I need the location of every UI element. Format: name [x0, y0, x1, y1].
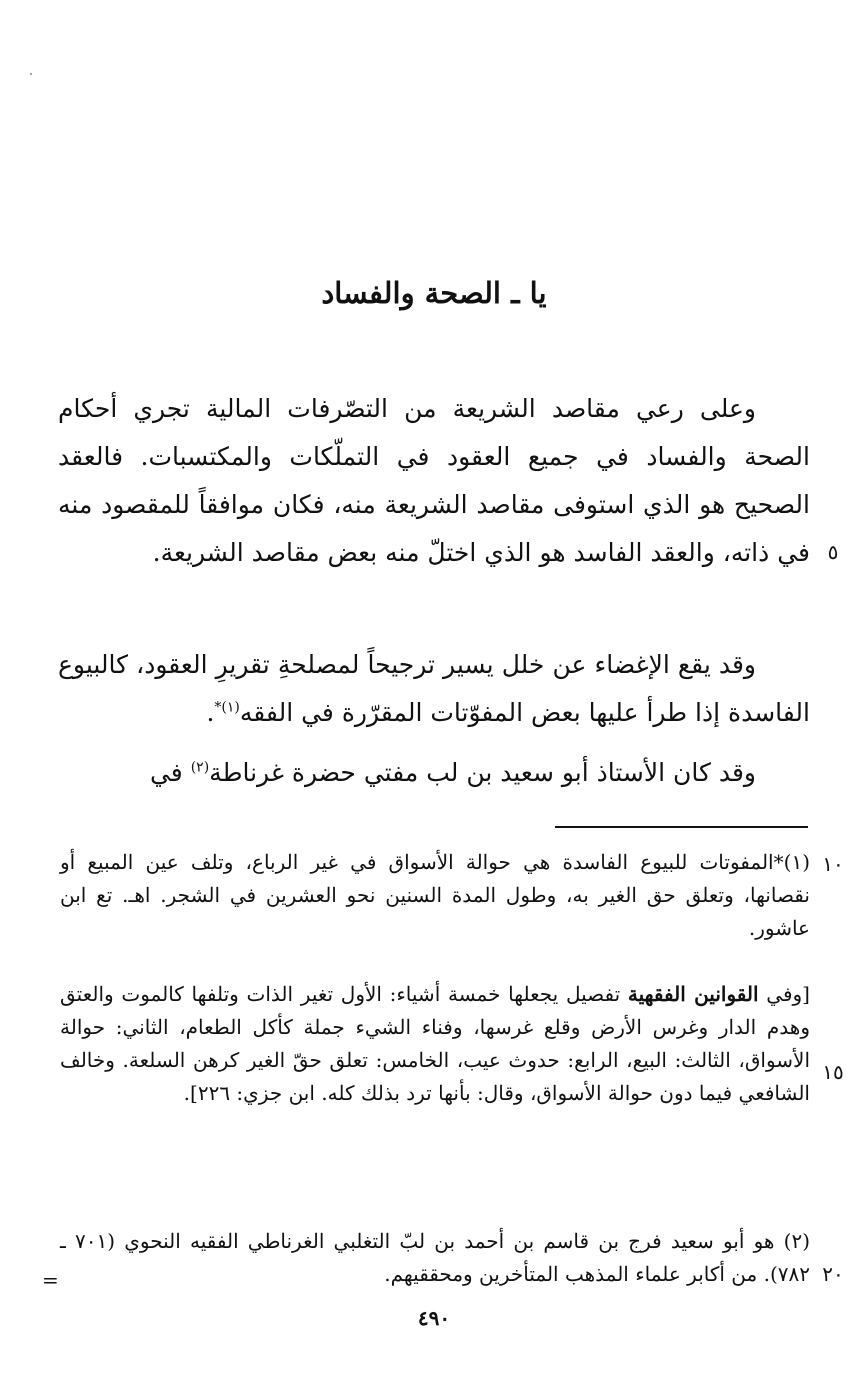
line-marker-20: ٢٠ [822, 1262, 844, 1286]
footnote-2-text: هو أبو سعيد فرج بن قاسم بن أحمد بن لبّ التغلبي الغرناطي الفقيه النحوي (٧٠١ ـ ٧٨٢). من أكابر علماء المذهب المتأخرين ومحققيهم. [60, 1229, 810, 1286]
footnote-2-label: (٢) [783, 1229, 810, 1253]
line-marker-15: ١٥ [822, 1060, 844, 1084]
footnote-ref-1[interactable]: (١)* [214, 699, 240, 716]
page-number: ٤٩٠ [417, 1306, 451, 1330]
footnote-1-extension: [وفي القوانين الفقهية تفصيل يجعلها خمسة أشياء: الأول تغير الذات وتلفها كالموت والعتق وهدم الدار وغرس الأرض وقلع غرسها، وفناء الشيء جملة كأكل الطعام، الثاني: حوالة الأسواق، الثالث: البيع، الرابع: حدوث عيب، الخامس: تعلق حقّ الغير كرهن السلعة. وخالف الشافعي فيما دون حوالة الأسواق، وقال: بأنها ترد بذلك كله. ابن جزي: ٢٢٦]. [60, 982, 810, 1105]
paragraph-3: وقد كان الأستاذ أبو سعيد بن لب مفتي حضرة غرناطة$^{(٢)}$ في [149, 758, 756, 787]
footnote-1 [60, 846, 810, 945]
line-marker-5: ٥ [827, 540, 839, 564]
paragraph-1 [58, 385, 810, 577]
paragraph-2: وقد يقع الإغضاء عن خلل يسير ترجيحاً لمصلحةِ تقريرِ العقود، كالبيوع الفاسدة إذا طرأ عليها بعض المفوّتات المقرّرة في الفقه$^{(١)*}$. [58, 650, 810, 727]
section-title: يا ـ الصحة والفساد [321, 276, 547, 310]
paragraph-2-text: وقد يقع الإغضاء عن خلل يسير ترجيحاً لمصلحةِ تقريرِ العقود، كالبيوع الفاسدة إذا طرأ عليها بعض المفوّتات المقرّرة في الفقه [58, 650, 810, 727]
speck [30, 73, 32, 75]
footnote-ref-2[interactable]: (٢) [190, 759, 210, 776]
book-title-reference: القوانين الفقهية [627, 982, 759, 1006]
footnote-2 [60, 1225, 810, 1291]
paragraph-3-text: وقد كان الأستاذ أبو سعيد بن لب مفتي حضرة غرناطة [209, 758, 756, 787]
continuation-mark: = [42, 1268, 59, 1292]
line-marker-10: ١٠ [822, 852, 844, 876]
footnote-separator [555, 826, 808, 828]
footnote-1-text: المفوتات للبيوع الفاسدة هي حوالة الأسواق في غير الرباع، وتلف عين المبيع أو نقصانها، وتعلق حق الغير به، وطول المدة السنين نحو العشرين في الشجر. اهـ. تع ابن عاشور. [60, 850, 810, 940]
footnote-1-label: (١)* [773, 850, 810, 874]
paragraph-1-text: وعلى رعي مقاصد الشريعة من التصّرفات المالية تجري أحكام الصحة والفساد في جميع العقود في التملّكات والمكتسبات. فالعقد الصحيح هو الذي استوفى مقاصد الشريعة منه، فكان موافقاً للمقصود منه في ذاته، والعقد الفاسد هو الذي اختلّ منه بعض مقاصد الشريعة. [58, 394, 810, 567]
